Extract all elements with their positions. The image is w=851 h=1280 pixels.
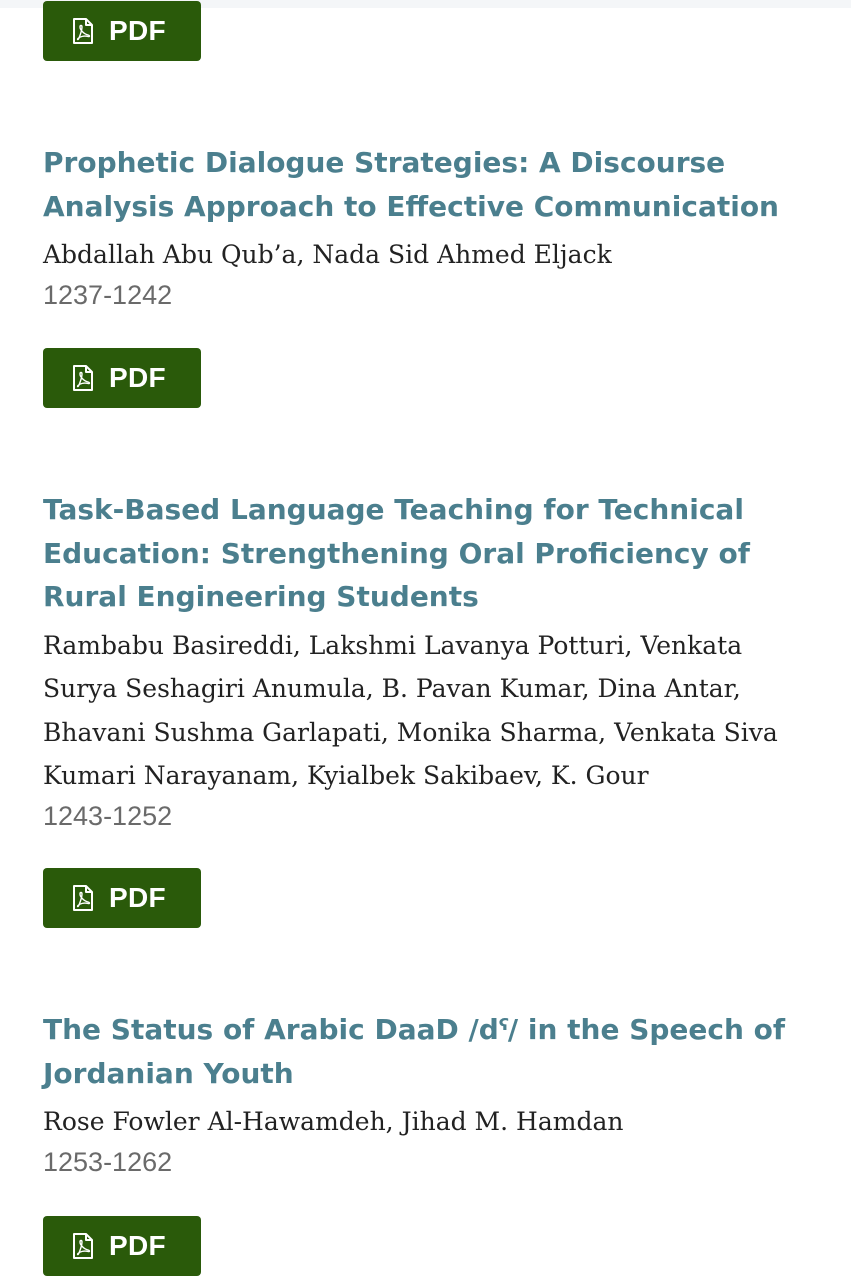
- article-title-link[interactable]: The Status of Arabic DaaD /dˤ/ in the Speech of Jordanian Youth: [43, 1013, 786, 1090]
- pdf-button-label: PDF: [109, 882, 166, 913]
- pdf-file-icon: [71, 1232, 95, 1260]
- pdf-button[interactable]: [43, 348, 201, 408]
- pdf-button[interactable]: [43, 1216, 201, 1276]
- article-authors: Abdallah Abu Qub’a, Nada Sid Ahmed Eljack: [43, 240, 612, 269]
- pdf-file-icon: [71, 364, 95, 392]
- article-pages: 1253-1262: [43, 1146, 173, 1177]
- pdf-button[interactable]: [43, 868, 201, 928]
- article-item: [43, 488, 823, 832]
- pdf-button-label: PDF: [109, 1230, 166, 1261]
- pdf-file-icon: [71, 884, 95, 912]
- article-pages: 1237-1242: [43, 279, 173, 310]
- article-item: [43, 1008, 823, 1178]
- pdf-button-previous[interactable]: [43, 1, 201, 61]
- article-authors: Rambabu Basireddi, Lakshmi Lavanya Potturi, Venkata Surya Seshagiri Anumula, B. Pavan Kumar, Dina Antar, Bhavani Sushma Garlapati, Monika Sharma, Venkata Siva Kumari Narayanam, Kyialbek Sakibaev, K. Gour: [43, 630, 778, 790]
- article-title-link[interactable]: Task-Based Language Teaching for Technical Education: Strengthening Oral Proficiency of Rural Engineering Students: [43, 493, 750, 613]
- pdf-button-label: PDF: [109, 362, 166, 393]
- article-item: [43, 141, 823, 311]
- article-authors: Rose Fowler Al-Hawamdeh, Jihad M. Hamdan: [43, 1107, 624, 1136]
- article-pages: 1243-1252: [43, 800, 173, 831]
- pdf-button-label: PDF: [109, 15, 166, 46]
- pdf-file-icon: [71, 17, 95, 45]
- article-title-link[interactable]: Prophetic Dialogue Strategies: A Discourse Analysis Approach to Effective Communication: [43, 146, 779, 223]
